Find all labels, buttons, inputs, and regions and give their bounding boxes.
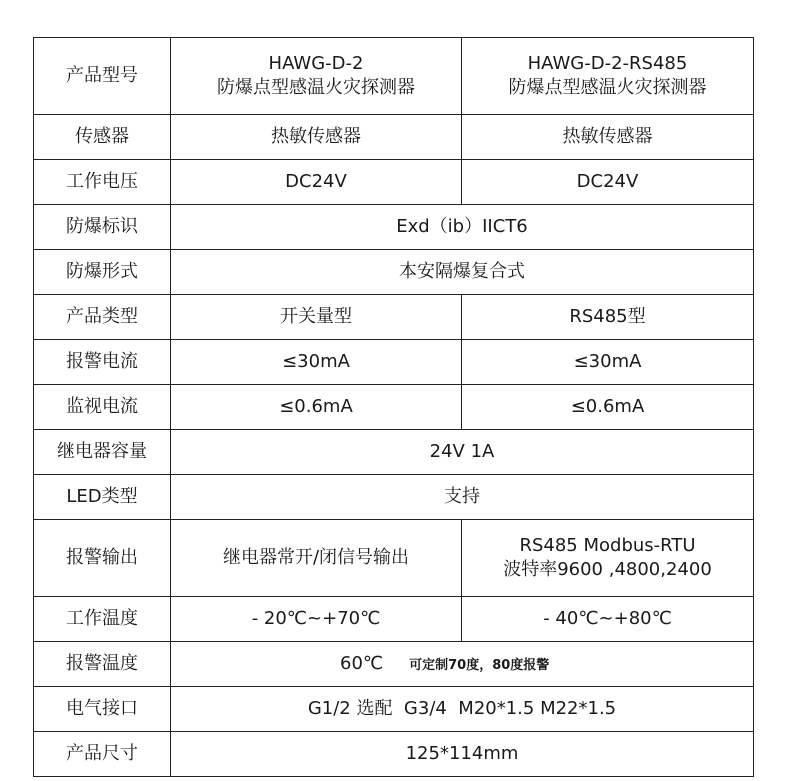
row-label: 监视电流: [34, 385, 171, 430]
value-b: 热敏传感器: [462, 115, 754, 160]
row-label: 报警电流: [34, 340, 171, 385]
table-row-size: [34, 732, 754, 777]
value-merged: 24V 1A: [171, 430, 754, 475]
row-label: 工作温度: [34, 597, 171, 642]
alarm-temp-note: 可定制70度，80度报警: [409, 657, 550, 673]
spec-table: [33, 37, 754, 777]
row-label: 防爆标识: [34, 205, 171, 250]
model-b-code: HAWG-D-2-RS485: [527, 52, 688, 74]
value-a: DC24V: [171, 160, 462, 205]
model-b-cell: [462, 38, 754, 115]
value-a: - 20℃~+70℃: [171, 597, 462, 642]
alarm-temp-value: 60℃: [340, 652, 384, 674]
model-a-code: HAWG-D-2: [268, 52, 364, 74]
table-row-sensor: [34, 115, 754, 160]
value-a: 热敏传感器: [171, 115, 462, 160]
row-label: 报警输出: [34, 520, 171, 597]
model-a-name: 防爆点型感温火灾探测器: [217, 77, 415, 98]
table-row-ex-mark: [34, 205, 754, 250]
table-row-product-type: [34, 295, 754, 340]
value-b: ≤0.6mA: [462, 385, 754, 430]
row-label: 工作电压: [34, 160, 171, 205]
row-label: LED类型: [34, 475, 171, 520]
value-merged: G1/2 选配 G3/4 M20*1.5 M22*1.5: [171, 687, 754, 732]
value-a: ≤30mA: [171, 340, 462, 385]
table-row-model: [34, 38, 754, 115]
value-merged: 支持: [171, 475, 754, 520]
value-a: 开关量型: [171, 295, 462, 340]
table-row-monitor-current: [34, 385, 754, 430]
table-row-alarm-temp: [34, 642, 754, 687]
table-row-working-temp: [34, 597, 754, 642]
model-b-name: 防爆点型感温火灾探测器: [508, 77, 707, 98]
table-row-led-type: [34, 475, 754, 520]
value-b: ≤30mA: [462, 340, 754, 385]
table-row-relay-capacity: [34, 430, 754, 475]
value-merged: [171, 642, 754, 687]
value-b: - 40℃~+80℃: [462, 597, 754, 642]
table-row-voltage: [34, 160, 754, 205]
table-row-alarm-current: [34, 340, 754, 385]
row-label: 产品类型: [34, 295, 171, 340]
spec-table-container: [33, 37, 753, 763]
value-merged: Exd（ib）IICT6: [171, 205, 754, 250]
output-baud-rate: 波特率9600 ,4800,2400: [503, 559, 712, 580]
table-row-interface: [34, 687, 754, 732]
table-row-ex-type: [34, 250, 754, 295]
row-label: 产品型号: [34, 38, 171, 115]
row-label: 继电器容量: [34, 430, 171, 475]
table-row-alarm-output: [34, 520, 754, 597]
value-a: ≤0.6mA: [171, 385, 462, 430]
row-label: 防爆形式: [34, 250, 171, 295]
value-a: 继电器常开/闭信号输出: [171, 520, 462, 597]
row-label: 电气接口: [34, 687, 171, 732]
value-merged: 125*114mm: [171, 732, 754, 777]
value-merged: 本安隔爆复合式: [171, 250, 754, 295]
row-label: 报警温度: [34, 642, 171, 687]
value-b: RS485型: [462, 295, 754, 340]
row-label: 传感器: [34, 115, 171, 160]
row-label: 产品尺寸: [34, 732, 171, 777]
value-b: DC24V: [462, 160, 754, 205]
output-protocol: RS485 Modbus-RTU: [519, 534, 696, 556]
model-a-cell: [171, 38, 462, 115]
value-b: [462, 520, 754, 597]
